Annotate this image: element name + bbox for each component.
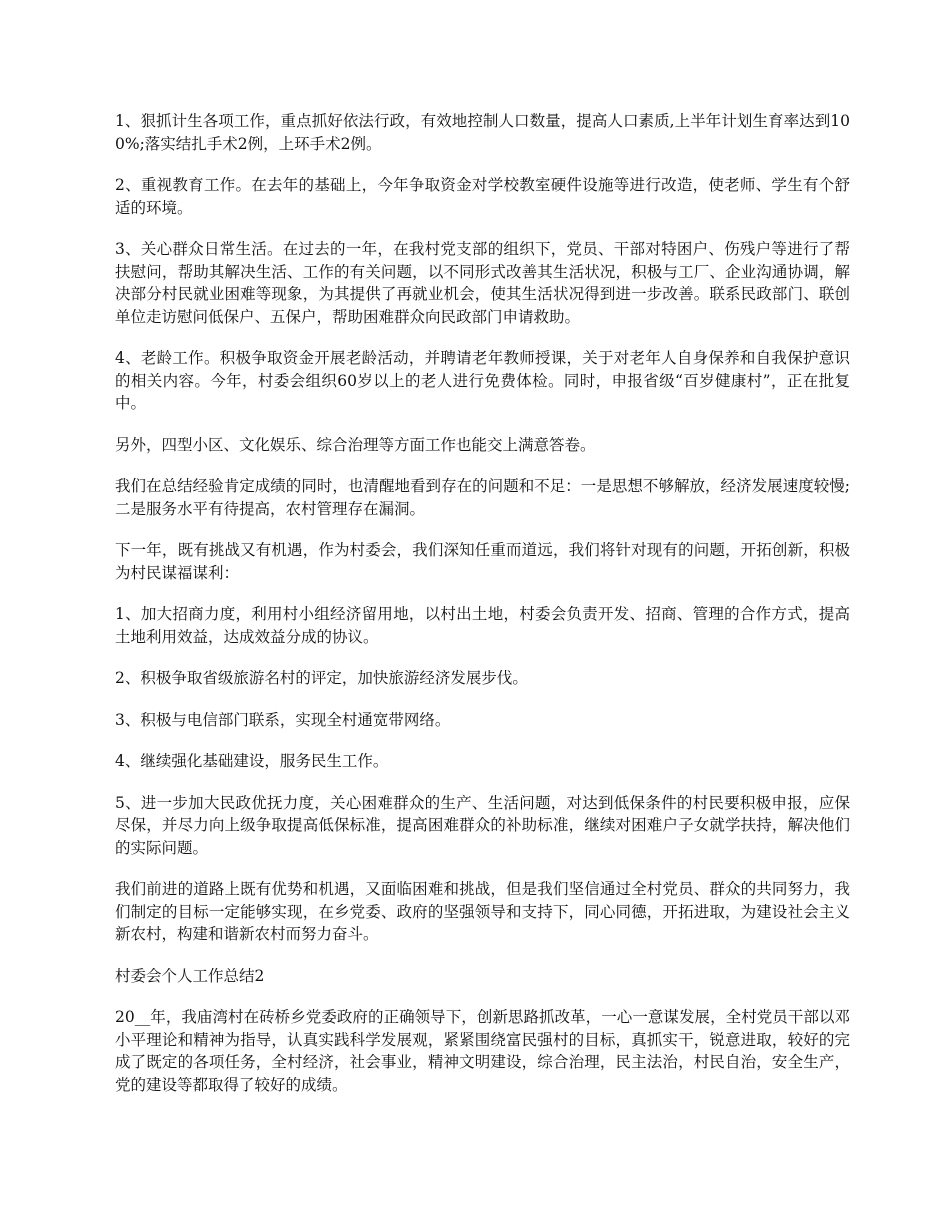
paragraph-conclusion: 我们前进的道路上既有优势和机遇，又面临困难和挑战，但是我们坚信通过全村党员、群众的共同努力，我们制定的目标一定能够实现，在乡党委、政府的坚强领导和支持下，同心同德，开拓进取，为建设社会主义新农村，构建和谐新农村而努力奋斗。 (115, 880, 850, 943)
paragraph-plan-tourism: 2、积极争取省级旅游名村的评定，加快旅游经济发展步伐。 (115, 669, 528, 687)
paragraph-other-work: 另外，四型小区、文化娱乐、综合治理等方面工作也能交上满意答卷。 (115, 435, 596, 454)
paragraph-education: 2、重视教育工作。在去年的基础上，今年争取资金对学校教室硬件设施等进行改造，使老师、学生有个舒适的环境。 (115, 176, 850, 217)
paragraph-plan-broadband: 3、积极与电信部门联系，实现全村通宽带网络。 (115, 710, 451, 729)
paragraph-family-planning: 1、狠抓计生各项工作，重点抓好依法行政，有效地控制人口数量，提高人口素质,上半年计划生育率达到100%;落实结扎手术2例，上环手术2例。 (115, 112, 850, 153)
paragraph-next-year: 下一年，既有挑战又有机遇，作为村委会，我们深知任重而道远，我们将针对现有的问题，开拓创新，积极为村民谋福谋利： (115, 541, 850, 582)
section-heading: 村委会个人工作总结2 (115, 966, 265, 985)
paragraph-plan-civil-affairs: 5、进一步加大民政优抚力度，关心困难群众的生产、生活问题，对达到低保条件的村民要积极申报，应保尽保，并尽力向上级争取提高低保标准，提高困难群众的补助标准，继续对困难户子女就学扶持，解决他们的实际问题。 (115, 793, 850, 857)
paragraph-elderly-work: 4、老龄工作。积极争取资金开展老龄活动，并聘请老年教师授课，关于对老年人自身保养和自我保护意识的相关内容。今年，村委会组织60岁以上的老人进行免费体检。同时，申报省级“百岁健康村”，正在批复中。 (115, 349, 850, 412)
document-body (115, 110, 850, 1115)
paragraph-summary-intro: 20__年，我庙湾村在砖桥乡党委政府的正确领导下，创新思路抓改革，一心一意谋发展，全村党员干部以邓小平理论和精神为指导，认真实践科学发展观，紧紧围绕富民强村的目标，真抓实干，锐意进取，较好的完成了既定的各项任务，全村经济，社会事业，精神文明建设，综合治理，民主法治，村民自治，安全生产，党的建设等都取得了较好的成绩。 (115, 1008, 850, 1094)
paragraph-problems: 我们在总结经验肯定成绩的同时，也清醒地看到存在的问题和不足：一是思想不够解放，经济发展速度较慢;二是服务水平有待提高，农村管理存在漏洞。 (115, 477, 850, 518)
paragraph-daily-life: 3、关心群众日常生活。在过去的一年，在我村党支部的组织下，党员、干部对特困户、伤残户等进行了帮扶慰问，帮助其解决生活、工作的有关问题，以不同形式改善其生活状况，积极与工厂、企业沟通协调，解决部分村民就业困难等现象，为其提供了再就业机会，使其生活状况得到进一步改善。联系民政部门、联创单位走访慰问低保户、五保户，帮助困难群众向民政部门申请救助。 (115, 240, 850, 326)
paragraph-plan-infrastructure: 4、继续强化基础建设，服务民生工作。 (115, 752, 389, 770)
paragraph-plan-investment: 1、加大招商力度，利用村小组经济留用地，以村出土地，村委会负责开发、招商、管理的合作方式，提高土地利用效益，达成效益分成的协议。 (115, 605, 850, 646)
